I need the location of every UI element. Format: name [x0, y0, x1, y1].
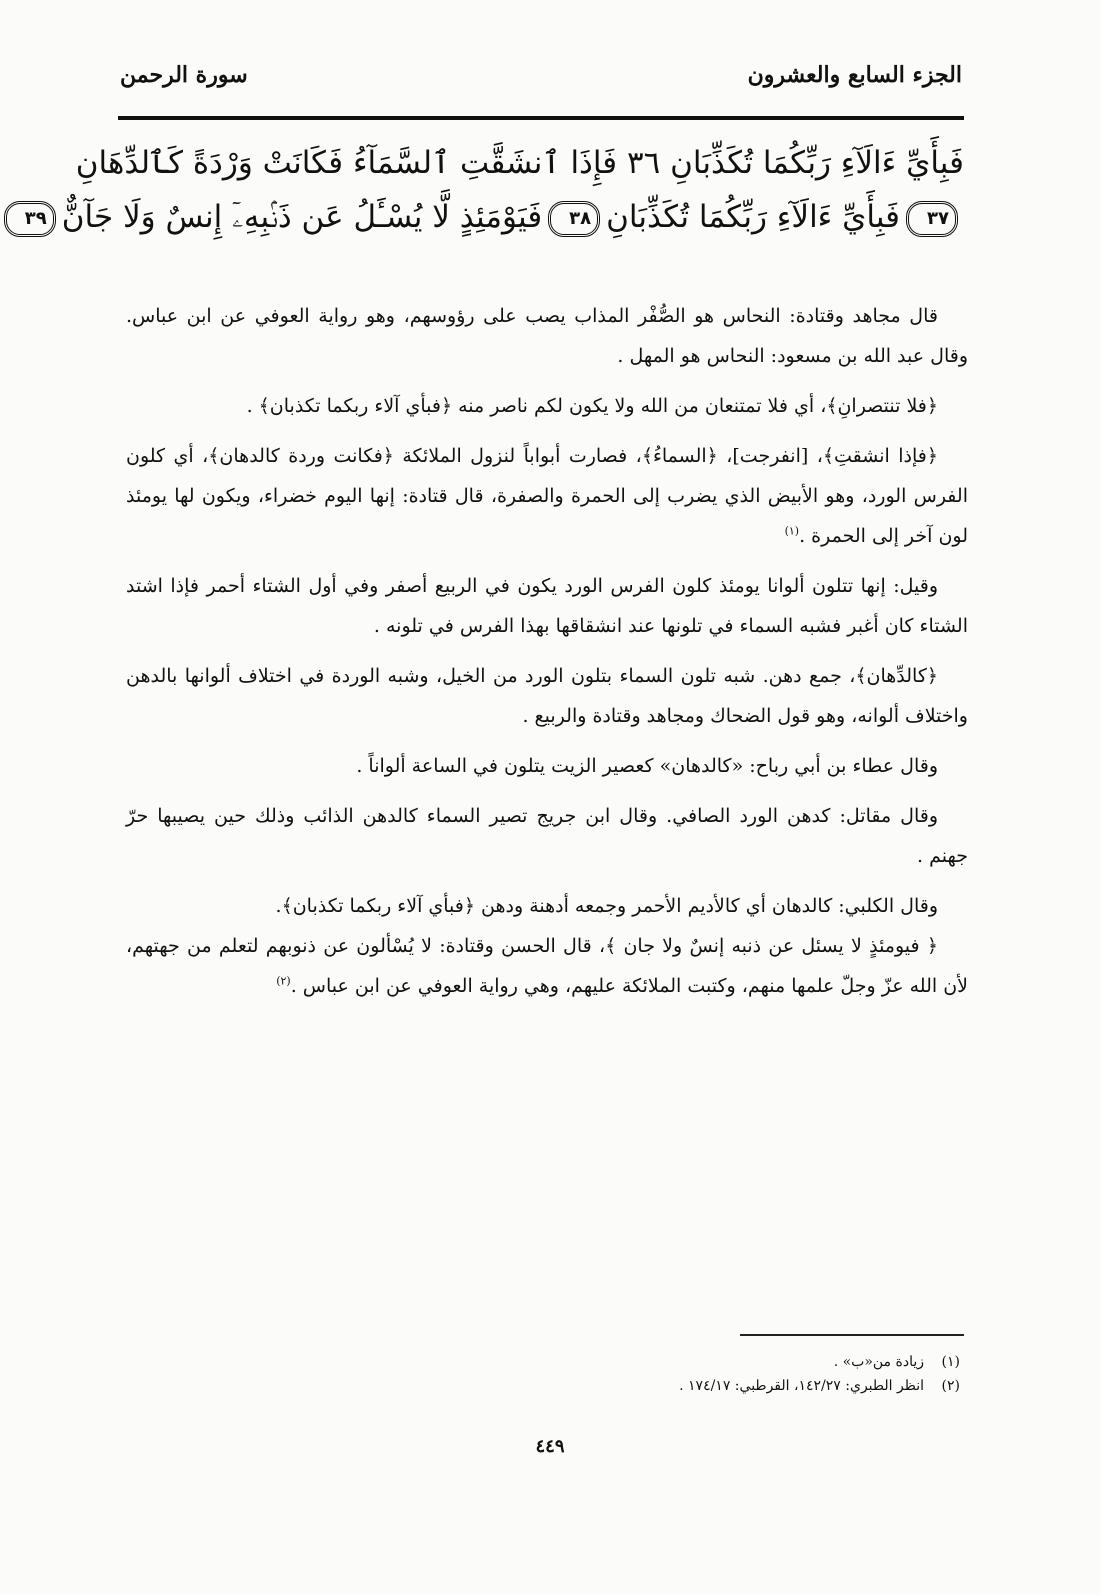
ayah-marker-37: ٣٧: [906, 201, 958, 237]
paragraph-4: وقيل: إنها تتلون ألوانا يومئذ كلون الفرس الورد يكون في الربيع أصفر وفي أول الشتاء أحمر فإذا اشتد الشتاء كان أغبر فشبه السماء في تلونها عند انشقاقها بهذا الفرس في تلونه .: [126, 575, 968, 637]
header-divider: [118, 116, 964, 120]
paragraph-3: [126, 436, 968, 556]
part-title: الجزء السابع والعشرون: [747, 62, 962, 88]
running-header: [120, 62, 962, 102]
ayah-marker-38: ٣٨: [548, 201, 600, 237]
surah-title: سورة الرحمن: [120, 62, 248, 88]
paragraph-5: ﴿كالدِّهان﴾، جمع دهن. شبه تلون السماء بتلون الورد من الخيل، وشبه الوردة في اختلاف ألوانها بالدهن واختلاف ألوانه، وهو قول الضحاك ومجاهد وقتادة والربيع .: [126, 665, 968, 727]
footnote-2: [500, 1374, 960, 1398]
page-number: ٤٤٩: [535, 1436, 565, 1457]
footnote-ref-1: (١): [784, 524, 800, 538]
footnote-2-text: انظر الطبري: ١٤٢/٢٧، القرطبي: ١٧٤/١٧ .: [679, 1378, 924, 1394]
footnote-1-text: زيادة من«ب» .: [833, 1354, 924, 1370]
paragraph-9-text: ﴿ فيومئذٍ لا يسئل عن ذنبه إنسٌ ولا جان ﴾، قال الحسن وقتادة: لا يُسْألون عن ذنوبهم لتعلم من جهتهم، لأن الله عزّ وجلّ علمها منهم، وكتبت الملائكة عليهم، وهي رواية العوفي عن ابن عباس .: [126, 935, 968, 997]
quran-verses: [24, 136, 964, 244]
paragraph-7: وقال مقاتل: كدهن الورد الصافي. وقال ابن جريج تصير السماء كالدهن الذائب وذلك حين يصيبها حرّ جهنم .: [126, 805, 968, 867]
footnote-1-number: (١): [941, 1354, 960, 1370]
verse-39: فَيَوْمَئِذٍ لَّا يُسْـَٔلُ عَن ذَنۢبِهِۦٓ إِنسٌ وَلَا جَآنٌّ: [61, 199, 543, 235]
paragraph-9: [126, 926, 968, 1006]
paragraph-6: وقال عطاء بن أبي رباح: «كالدهان» كعصير الزيت يتلون في الساعة ألواناً .: [356, 755, 938, 777]
commentary-body: [126, 296, 968, 1016]
paragraph-1: قال مجاهد وقتادة: النحاس هو الصُّفْر المذاب يصب على رؤوسهم، وهو رواية العوفي عن ابن عباس. وقال عبد الله بن مسعود: النحاس هو المهل .: [126, 305, 968, 367]
footnotes: [500, 1350, 960, 1398]
ayah-marker-39: ٣٩: [4, 201, 56, 237]
verse-38: فَبِأَيِّ ءَالَآءِ رَبِّكُمَا تُكَذِّبَانِ: [606, 199, 900, 235]
paragraph-3-text: ﴿فإذا انشقتِ﴾، [انفرجت]، ﴿السماءُ﴾، فصارت أبواباً لنزول الملائكة ﴿فكانت وردة كالدهان﴾، أي كلون الفرس الورد، وهو الأبيض الذي يضرب إلى الحمرة والصفرة، قال قتادة: إنها اليوم خضراء، ويكون لها يومئذ لون آخر إلى الحمرة .: [126, 445, 968, 547]
footnote-ref-2: (٢): [276, 974, 291, 988]
paragraph-2: ﴿فلا تنتصرانِ﴾، أي فلا تمتنعان من الله ولا يكون لكم ناصر منه ﴿فبأي آلاء ربكما تكذبان﴾ .: [246, 395, 938, 417]
footnote-divider: [740, 1334, 964, 1336]
paragraph-8: وقال الكلبي: كالدهان أي كالأديم الأحمر وجمعه أدهنة ودهن ﴿فبأي آلاء ربكما تكذبان﴾.: [275, 895, 938, 917]
footnote-1: [500, 1350, 960, 1374]
quran-line-1: فَبِأَيِّ ءَالَآءِ رَبِّكُمَا تُكَذِّبَانِ ٣٦ فَإِذَا ٱنشَقَّتِ ٱلسَّمَآءُ فَكَانَتْ وَرْدَةً كَٱلدِّهَانِ: [75, 145, 964, 181]
quran-line-2: [24, 190, 964, 244]
footnote-2-number: (٢): [941, 1378, 960, 1394]
